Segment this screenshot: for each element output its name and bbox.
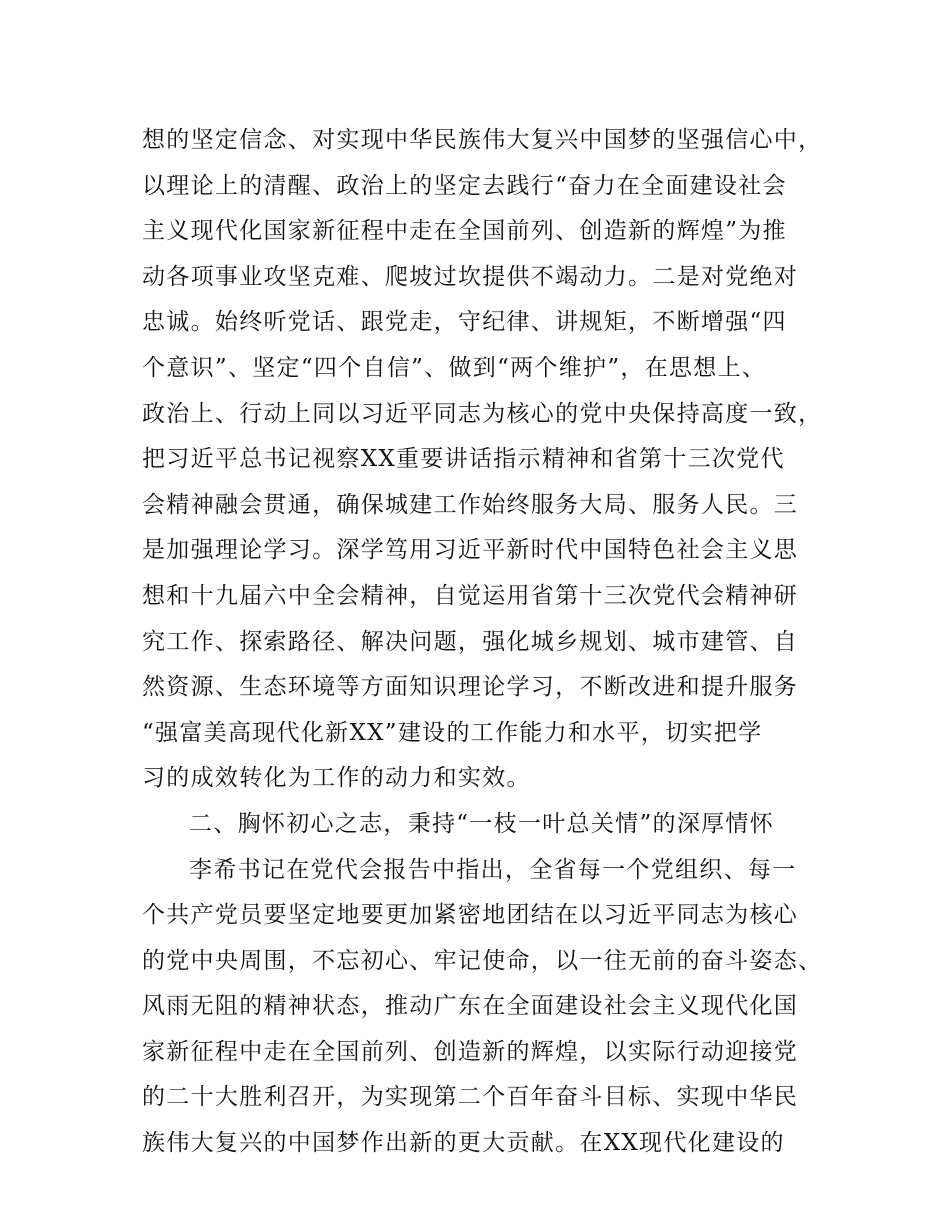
text-line: 族伟大复兴的中国梦作出新的更大贡献。在XX现代化建设的 (142, 1130, 785, 1157)
text-line: 想和十九届六中全会精神，自觉运用省第十三次党代会精神研 (142, 582, 799, 609)
text-line: 家新征程中走在全国前列、创造新的辉煌，以实际行动迎接党 (142, 1038, 799, 1065)
section-heading: 二、胸怀初心之志，秉持“一枝一叶总关情”的深厚情怀 (189, 810, 775, 837)
text-line: 动各项事业攻坚克难、爬坡过坎提供不竭动力。二是对党绝对 (142, 263, 799, 290)
text-line: 的二十大胜利召开，为实现第二个百年奋斗目标、实现中华民 (142, 1084, 799, 1111)
text-line: “强富美高现代化新XX”建设的工作能力和水平，切实把学 (142, 719, 763, 746)
text-line: 政治上、行动上同以习近平同志为核心的党中央保持高度一致， (142, 400, 823, 427)
body-text (142, 118, 842, 1167)
text-line: 然资源、生态环境等方面知识理论学习，不断改进和提升服务 (142, 674, 799, 701)
text-line: 风雨无阻的精神状态，推动广东在全面建设社会主义现代化国 (142, 993, 799, 1020)
text-line: 习的成效转化为工作的动力和实效。 (142, 765, 531, 792)
text-line: 的党中央周围，不忘初心、牢记使命，以一往无前的奋斗姿态、 (142, 947, 823, 974)
text-line: 想的坚定信念、对实现中华民族伟大复兴中国梦的坚强信心中， (142, 127, 823, 153)
text-line: 主义现代化国家新征程中走在全国前列、创造新的辉煌”为推 (142, 218, 787, 245)
text-line: 忠诚。始终听党话、跟党走，守纪律、讲规矩，不断增强“四 (142, 309, 787, 336)
text-line: 个共产党员要坚定地要更加紧密地团结在以习近平同志为核心 (142, 902, 799, 929)
paragraph-first-line: 李希书记在党代会报告中指出，全省每一个党组织、每一 (189, 856, 797, 883)
text-line: 会精神融会贯通，确保城建工作始终服务大局、服务人民。三 (142, 491, 799, 518)
text-line: 个意识”、坚定“四个自信”、做到“两个维护”，在思想上、 (142, 354, 767, 381)
text-line: 把习近平总书记视察XX重要讲话指示精神和省第十三次党代 (142, 446, 785, 473)
text-line: 以理论上的清醒、政治上的坚定去践行“奋力在全面建设社会 (142, 172, 787, 199)
text-line: 究工作、探索路径、解决问题，强化城乡规划、城市建管、自 (142, 628, 799, 655)
text-line: 是加强理论学习。深学笃用习近平新时代中国特色社会主义思 (142, 537, 799, 564)
